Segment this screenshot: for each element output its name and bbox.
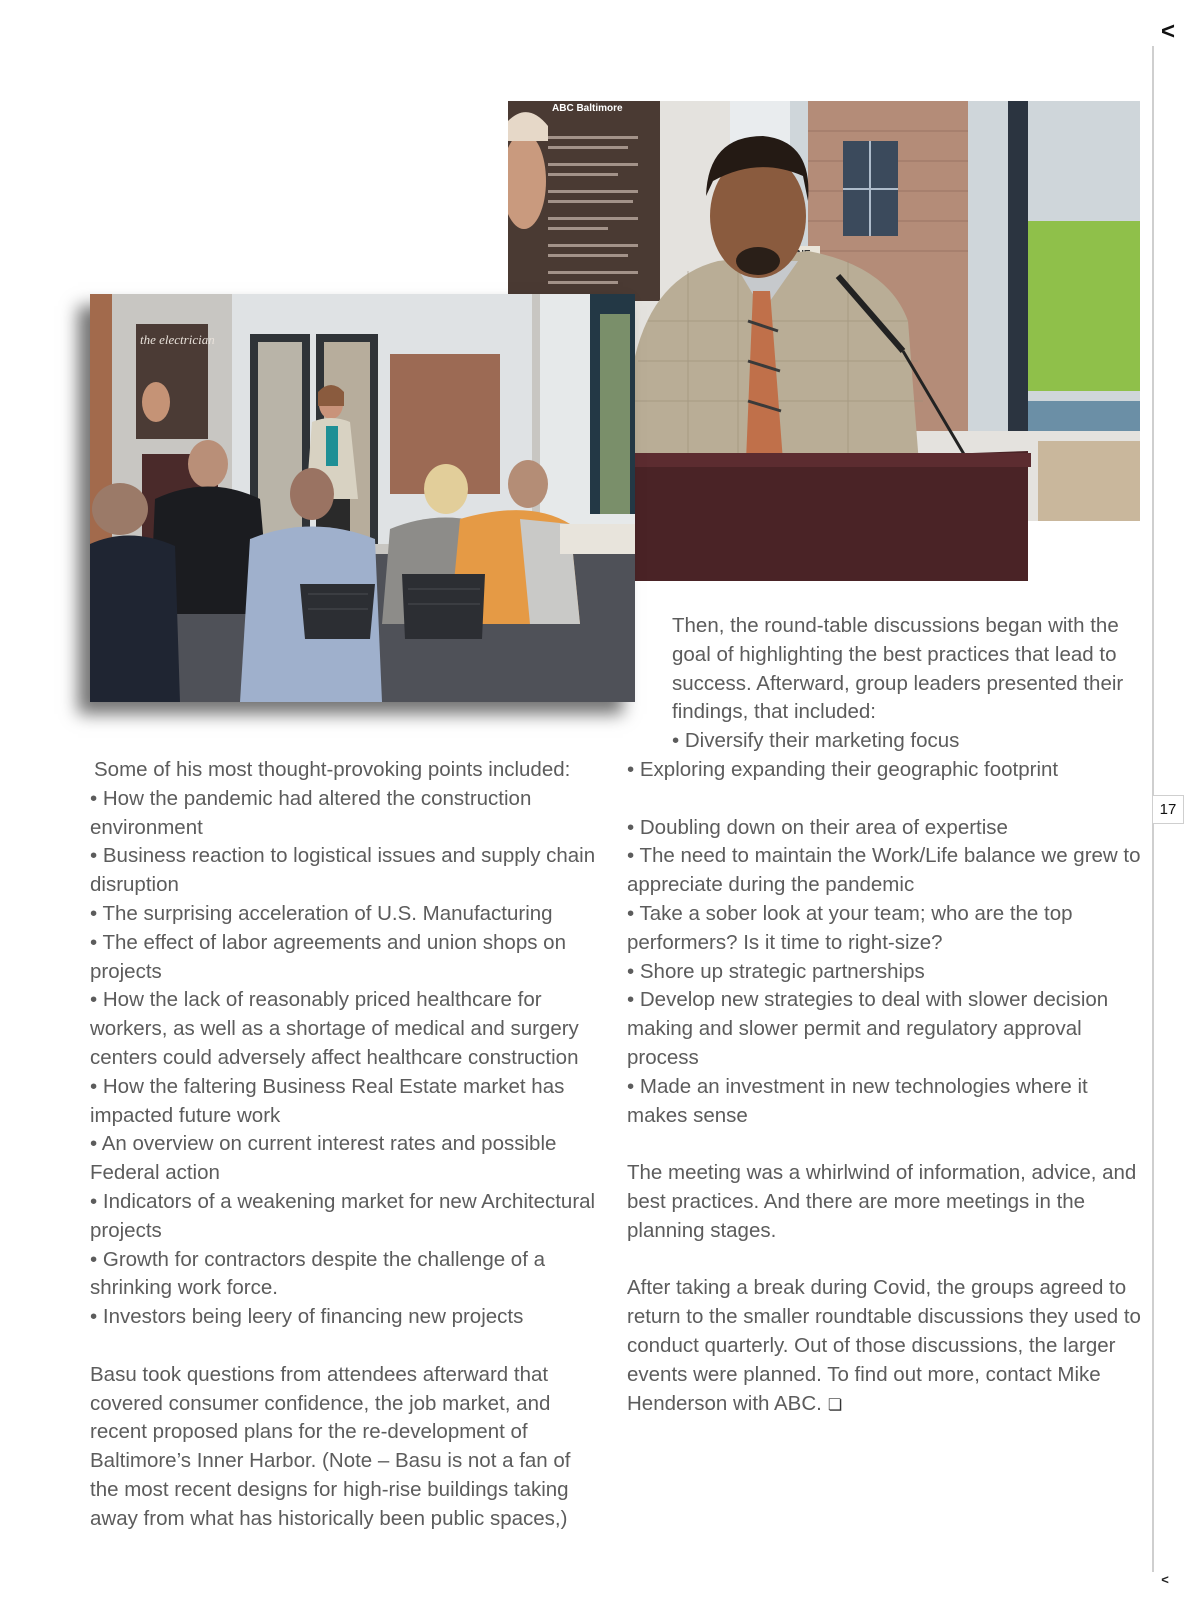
end-of-article-mark-icon: ❏ — [827, 1396, 843, 1414]
meeting-summary-paragraph: The meeting was a whirlwind of information, advice, and best practices. And there are more meetings in the planning stages. — [627, 1161, 1137, 1242]
previous-page-arrow-bottom[interactable]: < — [1161, 1572, 1169, 1587]
page-number-badge: 17 — [1152, 795, 1184, 824]
geographic-footprint-bullet: • Exploring expanding their geographic footprint — [627, 758, 1059, 781]
left-article-column — [90, 756, 600, 1534]
left-bullet: • How the faltering Business Real Estate market has impacted future work — [90, 1074, 565, 1127]
closing-paragraph-text: After taking a break during Covid, the groups agreed to return to the smaller roundtable discussions they used to conduct quarterly. Out of those discussions, the larger events were planned. To find out more, contact Mike Henderson with ABC. — [627, 1276, 1141, 1415]
right-bullet: • Made an investment in new technologies where it makes sense — [627, 1074, 1088, 1127]
right-bullet: • The need to maintain the Work/Life balance we grew to appreciate during the pandemic — [627, 844, 1141, 897]
right-article-column — [627, 756, 1142, 1420]
left-bullet: • The surprising acceleration of U.S. Manufacturing — [90, 901, 553, 925]
left-bullet: • How the pandemic had altered the construction environment — [90, 786, 532, 839]
points-intro-text: Some of his most thought-provoking points included: — [94, 758, 571, 781]
right-bullet: • Develop new strategies to deal with slower decision making and slower permit and regulatory approval process — [627, 988, 1109, 1069]
banner-title-text: ABC Baltimore — [552, 103, 623, 114]
right-bullet: • Doubling down on their area of expertise — [627, 815, 1008, 839]
closing-paragraph — [627, 1274, 1142, 1420]
marketing-focus-bullet: • Diversify their marketing focus — [672, 729, 960, 753]
left-bullet: • Investors being leery of financing new projects — [90, 1305, 524, 1329]
previous-page-arrow-top[interactable]: < — [1160, 18, 1175, 45]
roundtable-intro-block — [672, 612, 1132, 756]
right-bullet: • Shore up strategic partnerships — [627, 959, 925, 983]
left-bullet: • Business reaction to logistical issues and supply chain disruption — [90, 844, 596, 897]
poster-title-text: the electrician — [140, 332, 215, 347]
left-bullet: • Growth for contractors despite the challenge of a shrinking work force. — [90, 1247, 546, 1300]
audience-photo-illustration — [90, 294, 635, 702]
right-bullet: • Take a sober look at your team; who are the top performers? Is it time to right-size? — [627, 901, 1073, 954]
left-bullet: • How the lack of reasonably priced healthcare for workers, as well as a shortage of medical and surgery centers could adversely affect healthcare construction — [90, 988, 579, 1069]
left-bullet: • Indicators of a weakening market for new Architectural projects — [90, 1189, 596, 1242]
audience-photo — [90, 294, 635, 702]
left-bullet: • The effect of labor agreements and union shops on projects — [90, 930, 566, 983]
roundtable-intro-text: Then, the round-table discussions began with the goal of highlighting the best practices that lead to success. Afterward, group leaders presented their findings, that included: — [672, 614, 1124, 724]
left-bullet: • An overview on current interest rates and possible Federal action — [90, 1132, 557, 1185]
basu-questions-paragraph: Basu took questions from attendees afterward that covered consumer confidence, the job market, and recent proposed plans for the re-development of Baltimore’s Inner Harbor. (Note – Basu is not a fan of the most recent designs for high-rise buildings taking away from what has historically been public spaces,) — [90, 1362, 571, 1530]
